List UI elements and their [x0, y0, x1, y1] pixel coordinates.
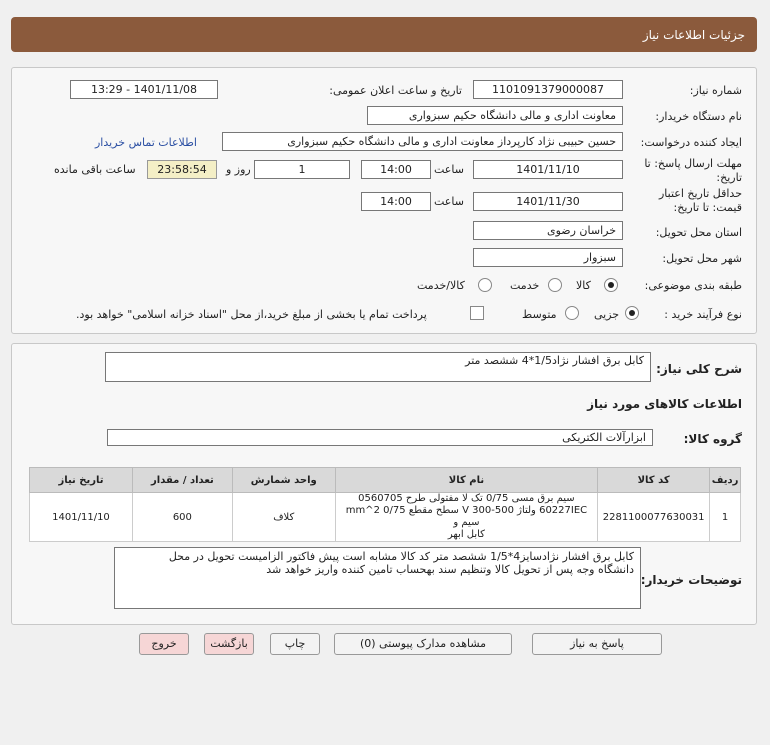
- need-number-label: شماره نياز:: [689, 84, 742, 97]
- cell-qty: 600: [132, 493, 232, 542]
- buyer-notes-line-2: دانشگاه وجه پس از تحویل کالا وتنظیم سند بهحساب تامین کننده واریز خواهد شد: [266, 563, 634, 576]
- category-goods-label: کالا: [576, 279, 591, 292]
- validity-label-1: حداقل تاريخ اعتبار: [658, 187, 742, 200]
- province-field: خراسان رضوی: [473, 221, 623, 240]
- city-label: شهر محل تحويل:: [662, 252, 742, 265]
- window-title: جزئيات اطلاعات نياز: [642, 28, 745, 42]
- col-row-header: رديف: [710, 468, 741, 493]
- category-service-label: خدمت: [510, 279, 540, 292]
- validity-label-2: قيمت: تا تاريخ:: [673, 201, 742, 214]
- buyer-notes-field: [114, 547, 641, 609]
- purchase-small-label: جزيی: [594, 308, 620, 321]
- window-header: [11, 17, 757, 52]
- need-number-field: 1101091379000087: [473, 80, 623, 99]
- province-label: استان محل تحويل:: [655, 226, 742, 239]
- cell-name-line-2: 60227IEC ولتاژ 500-300 V سطح مقطع 0/75 mm^2 سيم و: [345, 505, 588, 528]
- purchase-small-radio[interactable]: [625, 306, 639, 320]
- validity-time-label: ساعت: [434, 195, 464, 208]
- treasury-payment-checkbox[interactable]: [470, 306, 484, 320]
- cell-code: 2281100077630031: [598, 493, 710, 542]
- summary-label: شرح کلی نياز:: [656, 362, 742, 376]
- reply-time-label: ساعت: [434, 163, 464, 176]
- category-goods-radio[interactable]: [604, 278, 618, 292]
- validity-time-field: 14:00: [361, 192, 431, 211]
- table-row: [30, 493, 741, 542]
- col-unit-header: واحد شمارش: [232, 468, 335, 493]
- buyer-notes-line-1: کابل برق افشار نژادسایز4*1/5 ششصد متر کد کالا مشابه است پیش فاکتور الزامیست تحویل در محل: [168, 550, 634, 563]
- remaining-timer: 23:58:54: [147, 160, 217, 179]
- col-qty-header: تعداد / مقدار: [132, 468, 232, 493]
- announce-datetime-label: تاريخ و ساعت اعلان عمومی:: [329, 84, 462, 97]
- table-header-row: [30, 468, 741, 493]
- purchase-medium-label: متوسط: [522, 308, 557, 321]
- reply-time-field: 14:00: [361, 160, 431, 179]
- purchase-type-label: نوع فرآيند خريد :: [664, 308, 742, 321]
- purchase-medium-radio[interactable]: [565, 306, 579, 320]
- cell-date: 1401/11/10: [30, 493, 133, 542]
- summary-field: کابل برق افشار نژاد1/5*4 ششصد متر: [105, 352, 651, 382]
- goods-group-label: گروه کالا:: [683, 432, 742, 446]
- cell-name: [335, 493, 597, 542]
- requester-field: حسین حبیبی نژاد کارپرداز معاونت اداری و مالی دانشگاه حکیم سبزواری: [222, 132, 623, 151]
- cell-name-line-3: کابل ابهر: [447, 529, 485, 540]
- print-button[interactable]: چاپ: [270, 633, 320, 655]
- remaining-label: ساعت باقی مانده: [54, 163, 136, 176]
- view-attachments-button[interactable]: مشاهده مدارک پيوستی (0): [334, 633, 512, 655]
- category-service-radio[interactable]: [548, 278, 562, 292]
- back-button[interactable]: بازگشت: [204, 633, 254, 655]
- col-code-header: کد کالا: [598, 468, 710, 493]
- col-name-header: نام کالا: [335, 468, 597, 493]
- cell-row: 1: [710, 493, 741, 542]
- cell-name-line-1: سيم برق مسی 0/75 تک لا مفتولی طرح 0560705: [358, 493, 575, 504]
- days-remaining-field: 1: [254, 160, 350, 179]
- category-label: طبقه بندی موضوعی:: [644, 279, 742, 292]
- goods-table: [29, 467, 741, 542]
- goods-info-title: اطلاعات کالاهای مورد نياز: [587, 397, 742, 411]
- validity-date-field: 1401/11/30: [473, 192, 623, 211]
- city-field: سبزوار: [473, 248, 623, 267]
- goods-group-field: ابزارآلات الکتريکی: [107, 429, 653, 446]
- reply-deadline-label-1: مهلت ارسال پاسخ: تا: [644, 157, 742, 170]
- reply-deadline-label-2: تاريخ:: [716, 171, 742, 184]
- buyer-notes-label: توضيحات خريدار:: [640, 573, 742, 587]
- cell-unit: کلاف: [232, 493, 335, 542]
- days-label: روز و: [226, 163, 251, 176]
- exit-button[interactable]: خروج: [139, 633, 189, 655]
- treasury-payment-note: پرداخت تمام يا بخشی از مبلغ خريد،از محل "اسناد خزانه اسلامی" خواهد بود.: [76, 308, 427, 321]
- reply-date-field: 1401/11/10: [473, 160, 623, 179]
- reply-button[interactable]: پاسخ به نياز: [532, 633, 662, 655]
- requester-label: ايجاد کننده درخواست:: [640, 136, 742, 149]
- category-goods-service-radio[interactable]: [478, 278, 492, 292]
- buyer-org-field: معاونت اداری و مالی دانشگاه حکیم سبزواری: [367, 106, 623, 125]
- buyer-org-label: نام دستگاه خريدار:: [655, 110, 742, 123]
- announce-datetime-field: 1401/11/08 - 13:29: [70, 80, 218, 99]
- buyer-contact-link[interactable]: اطلاعات تماس خريدار: [95, 136, 197, 149]
- category-goods-service-label: کالا/خدمت: [417, 279, 465, 292]
- col-date-header: تاريخ نياز: [30, 468, 133, 493]
